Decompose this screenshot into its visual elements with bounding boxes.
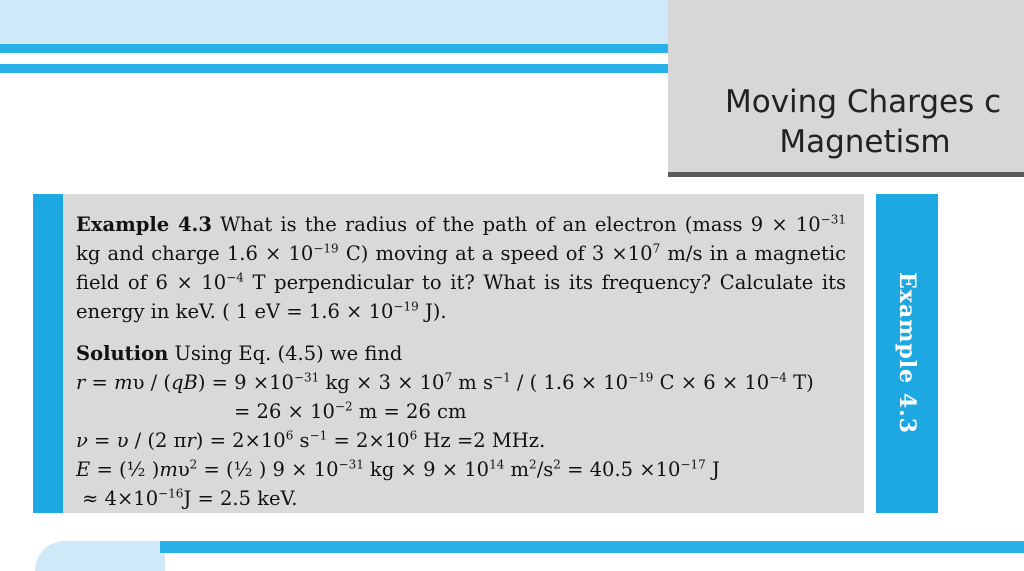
chapter-title [700, 82, 1024, 162]
solution-line-4: E = (½ )$m\upsilon^2$ = (½ ) $9 \times 10^{-31}$ kg × $9 \times 10^{14}$ $m^2/s^2 = 40.5 \times 10^{-17}$ J [76, 457, 720, 481]
header-stripe-lower [0, 64, 670, 73]
solution-line-5: ≈ $4\times 10^{-16}J = 2.5$ keV. [82, 486, 298, 510]
chapter-title-line1: Moving Charges c [725, 84, 1002, 120]
header-light-band [0, 0, 668, 44]
example-question [76, 210, 846, 326]
chapter-title-underline [668, 172, 1024, 177]
solution-heading [76, 339, 846, 368]
solution-intro: Using Eq. (4.5) we find [174, 342, 403, 365]
bottom-curve-decoration [35, 541, 165, 571]
example-side-tab [876, 194, 938, 513]
header-stripe-gap [0, 53, 670, 64]
example-left-bar [33, 194, 63, 513]
example-label: Example 4.3 [76, 213, 212, 236]
header-stripe-upper [0, 44, 670, 53]
solution-label: Solution [76, 342, 169, 365]
example-content [76, 210, 846, 513]
solution-line-1: $r = m\upsilon / (qB) = 9 \times 10^{-31}$ kg × $3 \times 10^7$ m $s^{-1}$ / ( $1.6 \times 10^{-19}$ $C \times 6 \times 10^{-4}$ T) [76, 370, 814, 394]
question-text: What is the radius of the path of an electron (mass $9 \times 10^{-31}$ kg and charge $1.6 \times 10^{-19}$ C) moving at a speed of $3 \times 10^7$ m/s in a magnetic field of $6 \times 10^{-4}$ T perpendicular to it? What is its frequency? Calculate its energy in keV. ( 1 eV = $1.6 \times 10^{-19}$ J). [76, 212, 847, 323]
solution-line-3: ν = υ / (2 $\pi r) = 2\times 10^6$ $s^{-1} = 2\times 10^6$ Hz =2 MHz. [76, 428, 546, 452]
side-tab-label: Example 4.3 [894, 272, 920, 435]
solution-line-2: = $26 \times 10^{-2}$ m = 26 cm [234, 399, 467, 423]
bottom-stripe [160, 541, 1024, 553]
chapter-title-line2: Magnetism [779, 124, 951, 160]
